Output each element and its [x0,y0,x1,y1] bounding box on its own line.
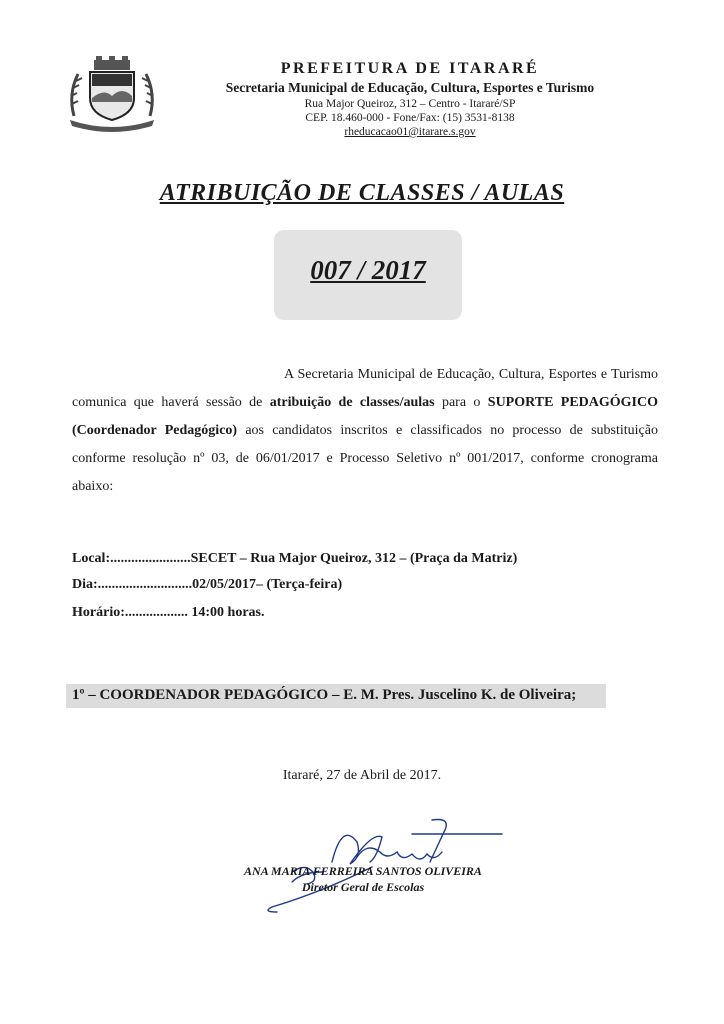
body-bold-2: SUPORTE PEDAGÓGICO (Coordenador Pedagógico) [72,395,659,438]
body-paragraph [72,361,658,501]
body-text-2: para o [434,395,488,410]
coordinator-line: 1º – COORDENADOR PEDAGÓGICO – E. M. Pres. Juscelino K. de Oliveira; [72,687,577,703]
body-text-1: A Secretaria Municipal de Educação, Cultura, Esportes e Turismo comunica que haverá sessão de [72,367,658,410]
body-text-3: aos candidatos inscritos e classificados no processo de substituição conforme resolução nº 03, de 06/01/2017 e Processo Seletivo nº 001/2017, conforme cronograma abaixo: [72,423,658,494]
schedule-time: Horário:.................. 14:00 horas. [72,605,265,620]
body-bold-1: atribuição de classes/aulas [269,395,435,410]
date-line: Itararé, 27 de Abril de 2017. [282,768,442,783]
city-crest-icon [64,54,160,134]
schedule-day: Dia:...........................02/05/2017– (Terça-feira) [72,577,343,592]
signatory-role: Diretor Geral de Escolas [301,880,425,894]
schedule-local: Local:.......................SECET – Rua Major Queiroz, 312 – (Praça da Matriz) [72,551,518,566]
prefecture-title: PREFEITURA DE ITARARÉ [280,60,540,77]
signatory-name: ANA MARIA FERREIRA SANTOS OLIVEIRA [244,864,482,878]
header-email-link[interactable]: rheducacao01@itarare.s.gov [344,126,476,138]
document-title: ATRIBUIÇÃO DE CLASSES / AULAS [159,180,565,206]
header-cep-phone: CEP. 18.460-000 - Fone/Fax: (15) 3531-8138 [305,112,515,124]
header-address: Rua Major Queiroz, 312 – Centro - Itararé/SP [304,98,516,110]
secretariat-name: Secretaria Municipal de Educação, Cultura, Esportes e Turismo [225,80,595,95]
document-number: 007 / 2017 [310,255,426,285]
